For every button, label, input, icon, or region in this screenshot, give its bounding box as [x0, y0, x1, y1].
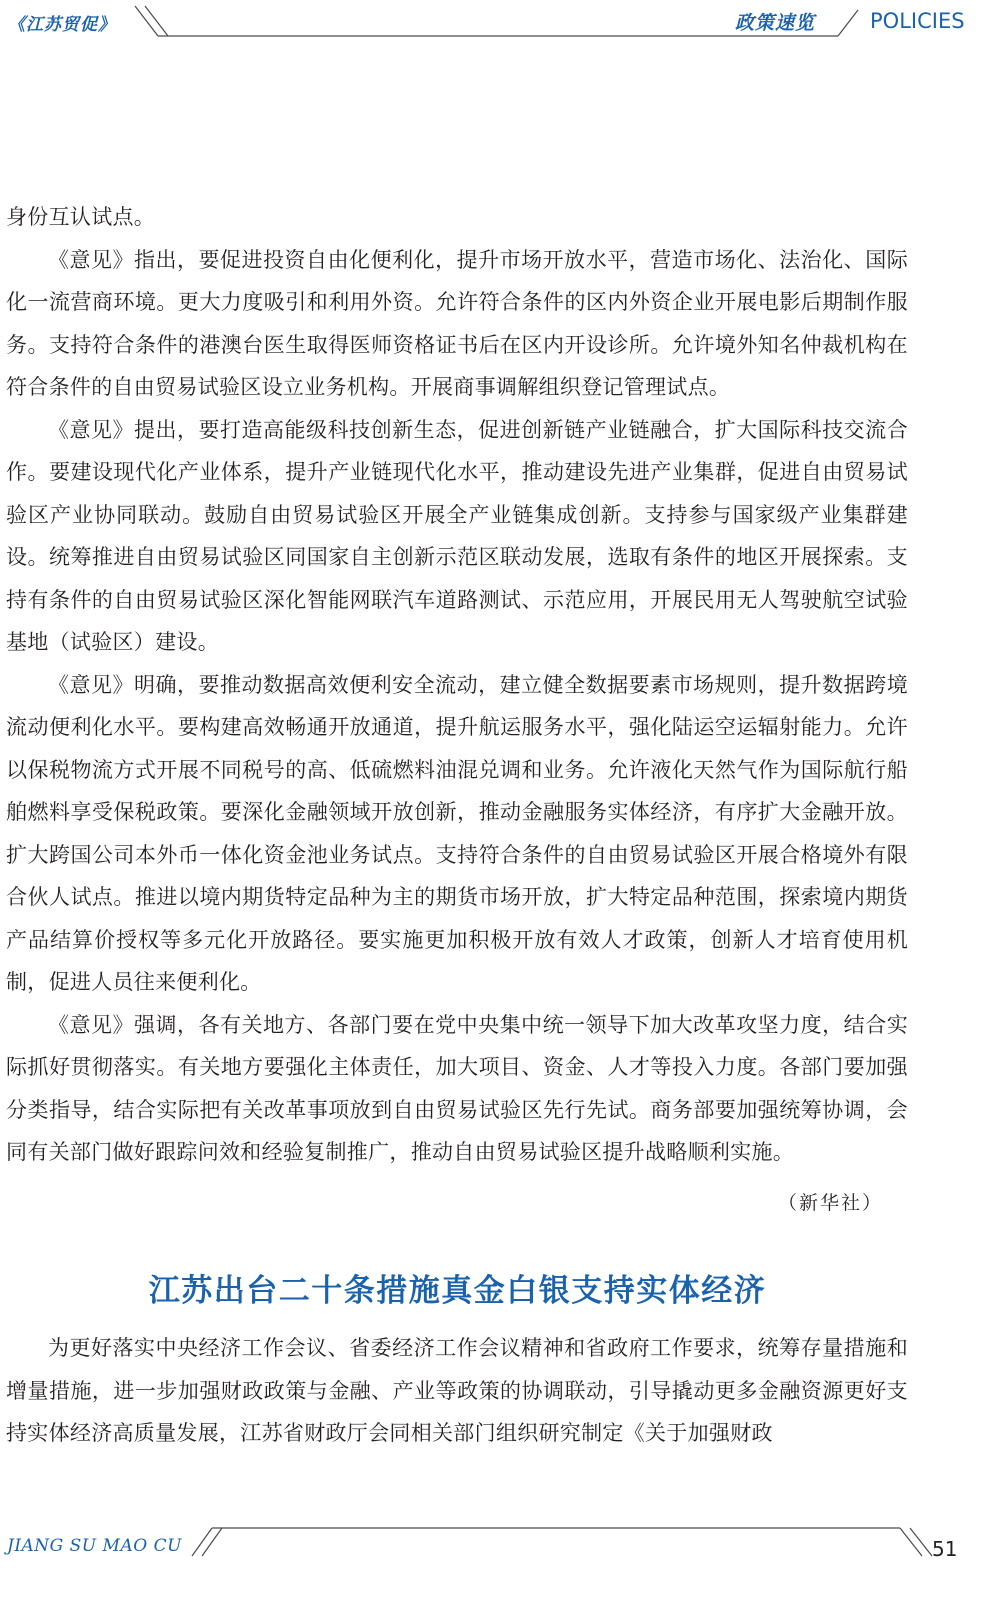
section-title-en: POLICIES — [870, 9, 965, 33]
article-title: 江苏出台二十条措施真金白银支持实体经济 — [148, 1273, 767, 1309]
paragraph: 《意见》指出，要促进投资自由化便利化，提升市场开放水平，营造市场化、法治化、国际化一流营商环境。更大力度吸引和利用外资。允许符合条件的区内外资企业开展电影后期制作服务。支持符合条件的港澳台医生取得医师资格证书后在区内开设诊所。允许境外知名仲裁机构在符合条件的自由贸易试验区设立业务机构。开展商事调解组织登记管理试点。 — [6, 247, 908, 399]
section-title: 政策速览 — [735, 12, 816, 34]
footer-slash-3 — [900, 1528, 922, 1556]
paragraph: 《意见》强调，各有关地方、各部门要在党中央集中统一领导下加大改革攻坚力度，结合实际抓好贯彻落实。有关地方要强化主体责任，加大项目、资金、人才等投入力度。各部门要加强分类指导，结合实际把有关改革事项放到自由贸易试验区先行先试。商务部要加强统筹协调，会同有关部门做好跟踪问效和经验复制推广，推动自由贸易试验区提升战略顺利实施。 — [6, 1012, 908, 1164]
news-source: （新华社） — [778, 1192, 884, 1214]
paragraph: 身份互认试点。 — [6, 205, 156, 229]
paragraph: 《意见》明确，要推动数据高效便利安全流动，建立健全数据要素市场规则，提升数据跨境流动便利化水平。要构建高效畅通开放通道，提升航运服务水平，强化陆运空运辐射能力。允许以保税物流方式开展不同税号的高、低硫燃料油混兑调和业务。允许液化天然气作为国际航行船舶燃料享受保税政策。要深化金融领域开放创新，推动金融服务实体经济，有序扩大金融开放。扩大跨国公司本外币一体化资金池业务试点。支持符合条件的自由贸易试验区开展合格境外有限合伙人试点。推进以境内期货特定品种为主的期货市场开放，扩大特定品种范围，探索境内期货产品结算价授权等多元化开放路径。要实施更加积极开放有效人才政策，创新人才培育使用机制，促进人员往来便利化。 — [6, 672, 908, 994]
header-slash-2 — [145, 6, 168, 36]
footer-magazine-name: JIANG SU MAO CU — [7, 1536, 182, 1556]
paragraph: 为更好落实中央经济工作会议、省委经济工作会议精神和省政府工作要求，统筹存量措施和增量措施，进一步加强财政政策与金融、产业等政策的协调联动，引导撬动更多金融资源更好支持实体经济高质量发展，江苏省财政厅会同相关部门组织研究制定《关于加强财政 — [6, 1336, 908, 1445]
footer-slash-1 — [192, 1528, 212, 1556]
footer-slash-4 — [910, 1528, 932, 1556]
article-body-2 — [6, 1327, 908, 1455]
magazine-title: 《江苏贸促》 — [8, 15, 116, 35]
paragraph: 《意见》提出，要打造高能级科技创新生态，促进创新链产业链融合，扩大国际科技交流合作。要建设现代化产业体系，提升产业链现代化水平，推动建设先进产业集群，促进自由贸易试验区产业协同联动。鼓励自由贸易试验区开展全产业链集成创新。支持参与国家级产业集群建设。统筹推进自由贸易试验区同国家自主创新示范区联动发展，选取有条件的地区开展探索。支持有条件的自由贸易试验区深化智能网联汽车道路测试、示范应用，开展民用无人驾驶航空试验基地（试验区）建设。 — [6, 417, 908, 654]
header-slash-3 — [838, 10, 858, 36]
footer-slash-2 — [202, 1528, 222, 1556]
article-body — [6, 196, 908, 1174]
page-number: 51 — [932, 1537, 958, 1561]
header-slash-1 — [135, 6, 158, 36]
